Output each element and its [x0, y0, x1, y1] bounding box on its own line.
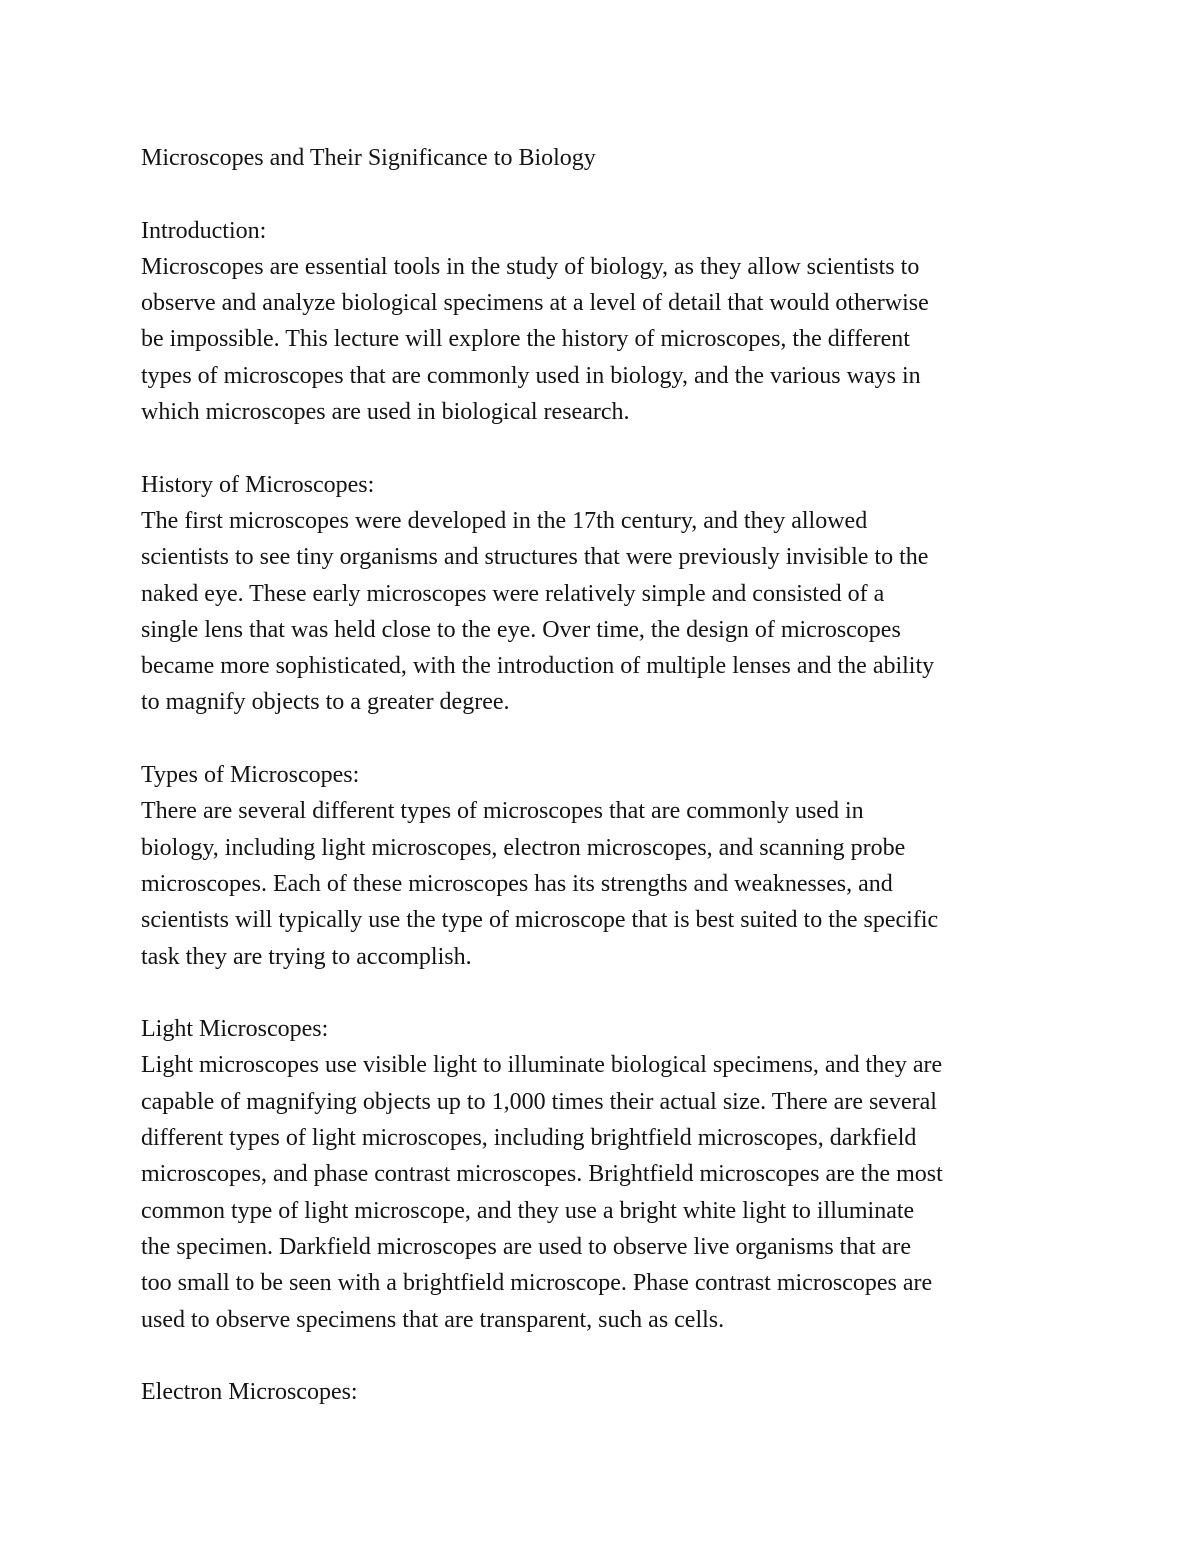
section-heading-electron-microscopes: Electron Microscopes: — [141, 1379, 358, 1406]
paragraph-line: Light microscopes use visible light to illuminate biological specimens, and they are — [141, 1052, 943, 1079]
paragraph-line: became more sophisticated, with the introduction of multiple lenses and the ability — [141, 653, 935, 680]
section-heading-light-microscopes: Light Microscopes: — [141, 1016, 329, 1043]
spacer — [141, 176, 1071, 212]
section-heading-types: Types of Microscopes: — [141, 762, 360, 789]
paragraph-line: Microscopes are essential tools in the study of biology, as they allow scientists to — [141, 253, 920, 280]
paragraph-line: scientists to see tiny organisms and structures that were previously invisible to the — [141, 544, 929, 571]
paragraph-line: biology, including light microscopes, electron microscopes, and scanning probe — [141, 834, 906, 861]
spacer — [141, 975, 1071, 1011]
paragraph-line: single lens that was held close to the eye. Over time, the design of microscopes — [141, 616, 901, 643]
paragraph-line: capable of magnifying objects up to 1,000 times their actual size. There are several — [141, 1088, 937, 1115]
paragraph-line: which microscopes are used in biological research. — [141, 399, 630, 426]
spacer — [141, 1338, 1071, 1374]
paragraph-line: different types of light microscopes, including brightfield microscopes, darkfield — [141, 1125, 917, 1152]
paragraph-line: There are several different types of microscopes that are commonly used in — [141, 798, 864, 825]
paragraph-line: the specimen. Darkfield microscopes are used to observe live organisms that are — [141, 1233, 911, 1260]
paragraph-line: naked eye. These early microscopes were relatively simple and consisted of a — [141, 580, 885, 607]
paragraph-line: common type of light microscope, and they use a bright white light to illuminate — [141, 1197, 915, 1224]
document-page — [141, 140, 1071, 1410]
paragraph-line: microscopes. Each of these microscopes has its strengths and weaknesses, and — [141, 870, 893, 897]
spacer — [141, 721, 1071, 757]
paragraph-line: observe and analyze biological specimens at a level of detail that would otherwise — [141, 290, 929, 317]
paragraph-line: task they are trying to accomplish. — [141, 943, 472, 970]
section-heading-history: History of Microscopes: — [141, 471, 375, 498]
paragraph-line: scientists will typically use the type of microscope that is best suited to the specific — [141, 907, 939, 934]
paragraph-line: types of microscopes that are commonly used in biology, and the various ways in — [141, 362, 921, 389]
paragraph-line: too small to be seen with a brightfield microscope. Phase contrast microscopes are — [141, 1270, 933, 1297]
paragraph-line: to magnify objects to a greater degree. — [141, 689, 510, 716]
document-title: Microscopes and Their Significance to Biology — [141, 145, 596, 171]
spacer — [141, 430, 1071, 466]
paragraph-line: used to observe specimens that are transparent, such as cells. — [141, 1306, 725, 1333]
section-heading-introduction: Introduction: — [141, 217, 267, 244]
paragraph-line: microscopes, and phase contrast microscopes. Brightfield microscopes are the most — [141, 1161, 943, 1188]
paragraph-line: The first microscopes were developed in the 17th century, and they allowed — [141, 507, 868, 534]
paragraph-line: be impossible. This lecture will explore the history of microscopes, the different — [141, 326, 910, 353]
